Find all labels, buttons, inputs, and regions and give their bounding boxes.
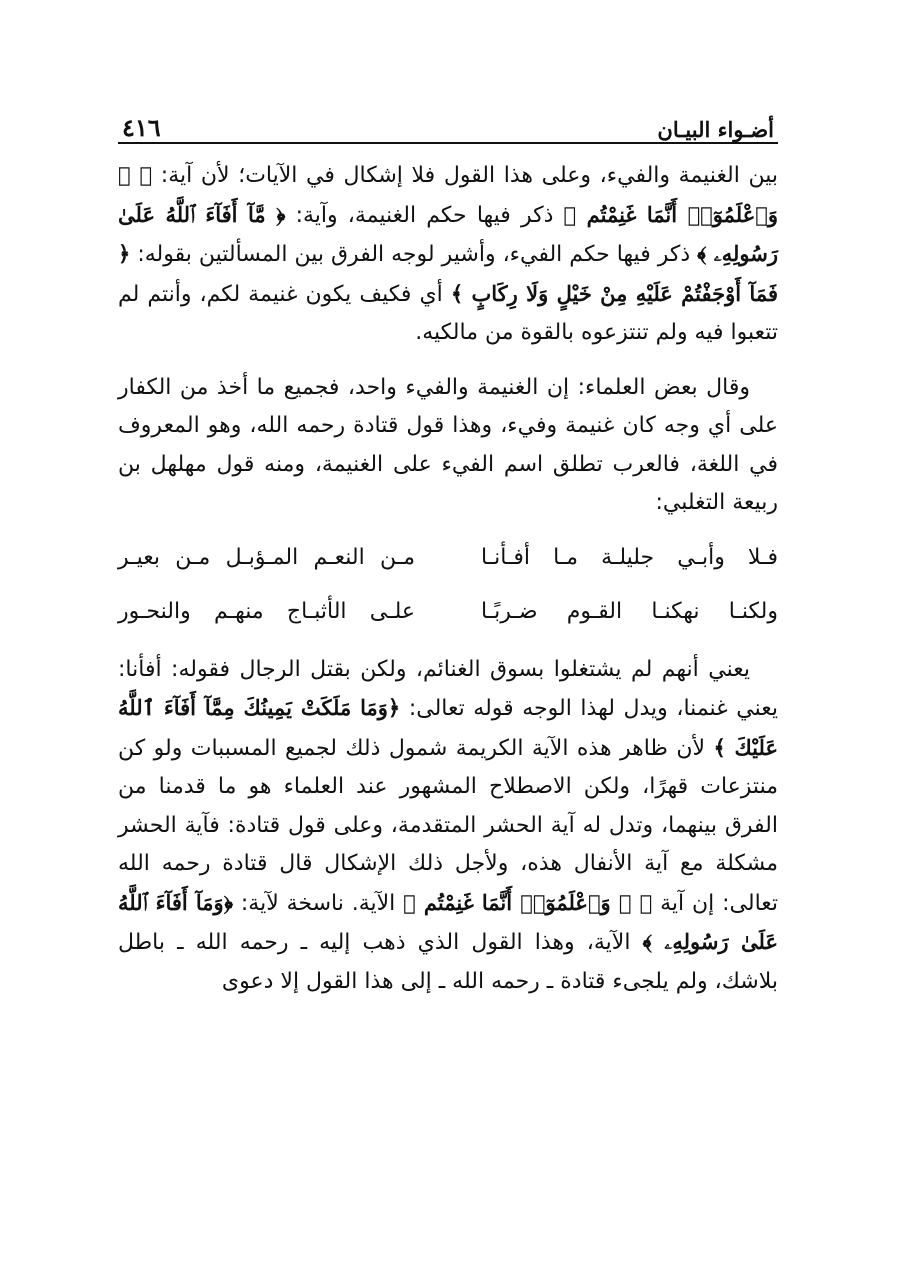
paragraph-1-text-2: ذكر فيها حكم الغنيمة، وآية: (285, 202, 564, 228)
quran-verse-5: ﴿ ۞ وَٱعْلَمُوٓا۟ أَنَّمَا غَنِمْتُم ﴾ (403, 889, 653, 915)
quran-verse-2: ﴿ مَّآ أَفَآءَ ٱللَّهُ عَلَىٰ رَسُولِهِۦ ﴾ (118, 201, 778, 266)
paragraph-2: وقال بعض العلماء: إن الغنيمة والفيء واحد، فجميع ما أخذ من الكفار على أي وجه كان غنيمة وفيء، وهذا قول قتادة رحمه الله، وهو المعروف في اللغة، فالعرب تطلق اسم الفيء على الغنيمة، ومنه قول مهلهل بن ربيعة التغلبي: (118, 374, 778, 515)
paragraph-1-text-1: بين الغنيمة والفيء، وعلى هذا القول فلا إشكال في الآيات؛ لأن آية: (152, 163, 779, 188)
poem (118, 543, 778, 627)
poem-second-hemistich: علـى الأثبـاج منهـم والنحـور (118, 598, 415, 624)
poem-line (118, 597, 778, 627)
paragraph-3-text-2: لأن ظاهر هذه الآية الكريمة شمول ذلك لجميع المسببات ولو كن منتزعات قهرًا، ولكن الاصطلاح المشهور عند العلماء هو ما قدمنا من الفرق بينهما، وتدل له آية الحشر المتقدمة، وعلى قول قتادة: فآية الحشر مشكلة مع آية الأنفال هذه، ولأجل ذلك الإشكال قال قتادة رحمه الله تعالى: إن آية (118, 735, 779, 916)
paragraph-3-text-3: الآية. ناسخة لآية: (233, 890, 404, 916)
poem-line (118, 543, 778, 573)
paragraph-3-text-4: الآية، وهذا القول الذي ذهب إليه ـ رحمه الله ـ باطل بلاشك، ولم يلجىء قتادة ـ رحمه الله ـ إلى هذا القول إلا دعوى (118, 930, 778, 994)
poem-second-hemistich: مـن النعـم المـؤبـل مـن بعيـر (118, 544, 415, 570)
paragraph-1-text-3: ذكر فيها حكم الفيء، وأشير لوجه الفرق بين المسألتين بقوله: (130, 242, 698, 267)
paragraph-1 (118, 156, 778, 353)
book-page (118, 108, 778, 1188)
quran-verse-6: ﴿وَمَآ أَفَآءَ ٱللَّهُ عَلَىٰ رَسُولِهِۦ ﴾ (118, 889, 778, 954)
paragraph-1-text-4: أي فكيف يكون غنيمة لكم، وأنتم لم تتعبوا فيه ولم تنتزعوه بالقوة من مالكيه. (118, 281, 778, 345)
paragraph-3 (118, 651, 778, 1002)
paragraph-3-text-1: يعني أنهم لم يشتغلوا بسوق الغنائم، ولكن بقتل الرجال فقوله: أفأنا: يعني غنمنا، ويدل لهذا الوجه قوله تعالى: (118, 656, 778, 721)
quran-verse-4: ﴿وَمَا مَلَكَتْ يَمِينُكَ مِمَّآ أَفَآءَ ٱللَّهُ عَلَيْكَ ﴾ (118, 695, 778, 760)
poem-first-hemistich: فـلا وأبـي جليلـة مـا أفـأنـا (481, 544, 778, 570)
page-header (118, 108, 778, 144)
page-number: ٤١٦ (122, 113, 161, 142)
page-body (118, 156, 778, 1001)
running-title: أضـواء البيـان (657, 117, 774, 142)
quran-verse-1: ﴿ ۞ وَٱعْلَمُوٓا۟ أَنَّمَا غَنِمْتُم ﴾ (118, 162, 778, 227)
quran-verse-3: ﴿ فَمَآ أَوْجَفْتُمْ عَلَيْهِ مِنْ خَيْلٍ وَلَا رِكَابٍ ﴾ (118, 241, 778, 306)
poem-first-hemistich: ولكنـا نهكنـا القـوم ضـربًـا (481, 598, 778, 624)
